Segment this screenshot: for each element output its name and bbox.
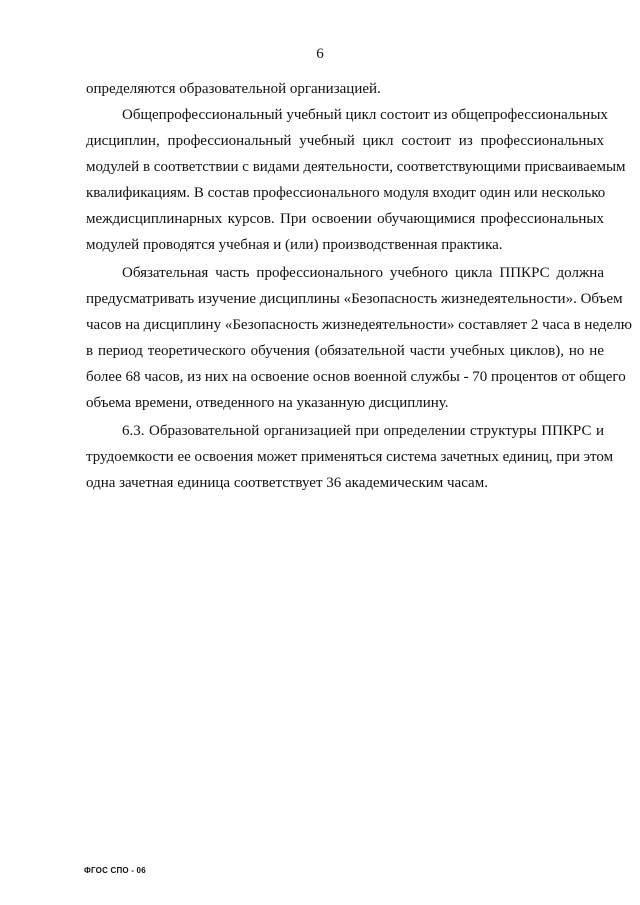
text-line: Обязательная часть профессионального учебного цикла ППКРС должна bbox=[122, 265, 604, 281]
text-line: предусматривать изучение дисциплины «Безопасность жизнедеятельности». Объем bbox=[86, 291, 623, 307]
text-line: 6.3. Образовательной организацией при определении структуры ППКРС и bbox=[122, 423, 604, 439]
text-line: Общепрофессиональный учебный цикл состоит из общепрофессиональных bbox=[122, 107, 608, 123]
text-line: дисциплин, профессиональный учебный цикл состоит из профессиональных bbox=[86, 133, 604, 149]
text-line: трудоемкости ее освоения может применяться система зачетных единиц, при этом bbox=[86, 449, 614, 465]
text-line: в период теоретического обучения (обязательной части учебных циклов), но не bbox=[86, 343, 604, 359]
text-line: определяются образовательной организацией. bbox=[86, 81, 381, 97]
text-line: часов на дисциплину «Безопасность жизнедеятельности» составляет 2 часа в неделю bbox=[86, 317, 632, 333]
text-line: объема времени, отведенного на указанную дисциплину. bbox=[86, 395, 449, 411]
footer-label: ФГОС СПО - 06 bbox=[84, 866, 146, 875]
text-line: междисциплинарных курсов. При освоении обучающимися профессиональных bbox=[86, 211, 604, 227]
text-line: модулей в соответствии с видами деятельности, соответствующими присваиваемым bbox=[86, 159, 626, 175]
text-line: модулей проводятся учебная и (или) производственная практика. bbox=[86, 237, 503, 253]
page-number: 6 bbox=[316, 46, 324, 62]
text-line: более 68 часов, из них на освоение основ военной службы - 70 процентов от общего bbox=[86, 369, 626, 385]
text-line: квалификациям. В состав профессионального модуля входит один или несколько bbox=[86, 185, 606, 201]
text-line: одна зачетная единица соответствует 36 академическим часам. bbox=[86, 475, 488, 491]
